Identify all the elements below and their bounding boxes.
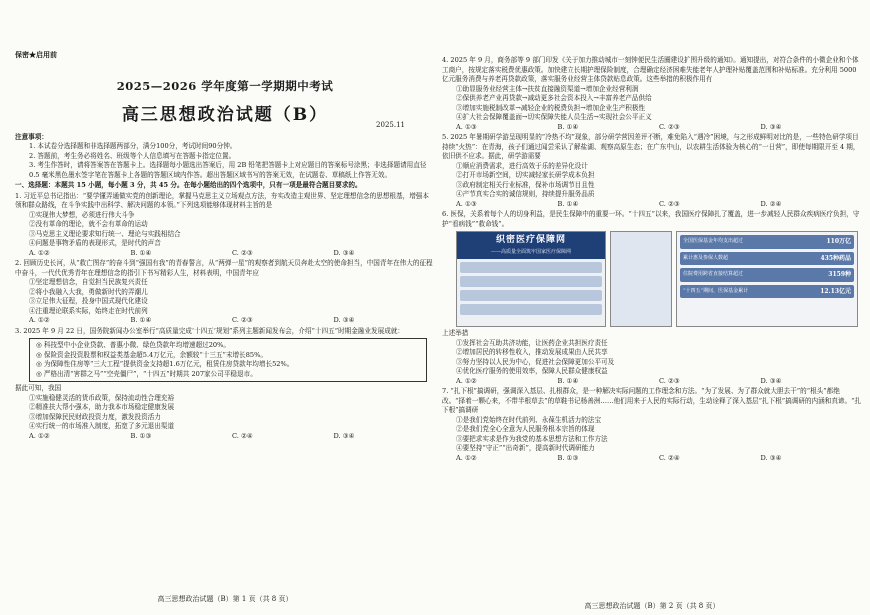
statement: ④要坚持“守正”“出奇新”，提高新时代调研能力: [456, 444, 595, 452]
answer-choices: [442, 454, 862, 464]
statement: ②增加居民的转移性收入，推动发展成果由人民共享: [456, 348, 608, 356]
question-stem: 3. 2025 年 9 月 22 日，国务院新闻办公室举行“高质量完成‘十四五’规划”系列主题新闻发布会，介绍“十四五”时期金融业发展成就：: [15, 326, 405, 335]
statement: ④产节真实合实的诚信规则，持续提升服务品质: [456, 190, 595, 198]
statement: ④扩大社会保障覆盖面→切实保障失能人员生活→实现社会公平正义: [456, 113, 652, 121]
stat-item: [680, 235, 854, 249]
answer-choices: [442, 123, 862, 133]
statement: ①顺应消费需求，进行高效于乐的差异化设计: [456, 161, 588, 170]
choice-b: B. ①③: [130, 431, 152, 440]
infographic-left-panel: [456, 231, 606, 327]
answer-choices: [15, 432, 435, 442]
stat-label: “十四五”期间，医保基金累计: [683, 287, 749, 294]
choice-a: A. ①②: [456, 376, 477, 385]
choice-c: C. ②④: [659, 453, 680, 462]
statement: ②是我们党全心全意为人民服务根本宗旨的体现: [456, 425, 595, 433]
choice-b: B. ①③: [557, 453, 579, 462]
infographic-row: [460, 290, 602, 301]
notice-item: 3. 考生作答时，请将答案答在答题卡上。选择题每小题选出答案后，用 2B 铅笔把答题卡上对应题目的答案标号涂黑；非选择题请用直径 0.5 毫米黑色墨水签字笔在答题卡上各题的答题区域内作答。超出答题区域书写的答案无效，在试题卷、草稿纸上作答无效。: [29, 161, 427, 179]
question-3: [15, 327, 435, 442]
answer-choices: [15, 249, 435, 259]
stat-label: 全国医保基金年均支出超过: [683, 238, 744, 244]
box-line: ◎ 科技型中小企业贷款、普惠小微、绿色贷款年均增速超过20%。: [36, 341, 230, 349]
statement: ③增加实施税制改革→减轻企业的税费负担→增加企业生产积极性: [456, 103, 646, 112]
choice-b: B. ①④: [130, 248, 152, 257]
choice-d: D. ③④: [760, 453, 782, 462]
statement: ③立足伟大征程，投身中国式现代化建设: [29, 297, 148, 305]
choice-b: B. ①④: [557, 376, 579, 385]
statement: ①实现伟大梦想，必须进行伟大斗争: [29, 210, 135, 219]
statement: ①坚定理想信念，自觉担当民族复兴责任: [29, 278, 148, 286]
statement: ①实施稳健灵活的货币政策，保持流动性合理充裕: [29, 393, 175, 402]
question-stem: 7. “扎下根”搞调研，强调深入基层、扎根群众，是一种解决实际问题的工作理念和方法。“为了发展、为了群众就大胆去干”的“根头”都绝改。“择着一颗心来，不带半根草去”的草鞋书记杨善洲……他们用来于人民的实际行动，生动诠释了深入基层“扎下根”搞调研的内涵和真谛。“扎下根”搞调研: [442, 387, 862, 414]
exam-subtitle: 高三思想政治试题（B）: [121, 105, 329, 125]
choice-c: C. ②③: [232, 316, 253, 324]
choice-a: A. ①②: [29, 248, 50, 257]
page-footer: 高三思想政治试题（B）第 2 页（共 8 页）: [584, 602, 720, 610]
stat-item: [680, 252, 854, 266]
stat-value: 12.13亿元: [820, 287, 851, 295]
statement: ④优化医疗服务的使用效率，保障人民群众健康权益: [456, 367, 608, 375]
answer-choices: [442, 377, 862, 387]
stat-value: 110万亿: [826, 238, 851, 245]
statement: ②保供养老产业再贷款→减动更多社会资本投入→丰富养老产品供给: [456, 94, 652, 102]
infographic-banner: 织密医疗保障网: [457, 232, 605, 248]
stat-label: 累计惠及参保人数超: [683, 254, 729, 261]
statement: ①助显服务业经营主体→扶贫直接融资渠道→增加企业经营利润: [456, 84, 639, 93]
data-box: [29, 338, 427, 382]
choice-c: C. ②③: [659, 199, 680, 208]
infographic-row: [460, 262, 602, 273]
statement: ④实行统一的市场准入制度，拓宽了多元退出渠道: [29, 422, 175, 430]
choice-d: D. ③④: [333, 431, 355, 440]
answer-choices: [442, 200, 862, 210]
statement: ③政府制定相关行业标准，保补市场调节目且性: [456, 180, 595, 189]
choice-c: C. ②③: [659, 376, 680, 385]
choice-c: C. ②③: [659, 122, 680, 131]
statement: ②精准扶大帮小强本，助力我本市场稳定健康发展: [29, 403, 175, 411]
exam-title: 2025—2026 学年度第一学期期中考试: [116, 79, 334, 93]
choice-c: C. ②③: [232, 248, 253, 257]
box-line: ◎ 严格出清“害群之马”“空壳僵尸”，“十四五”时期共 207家公司平稳退市。: [36, 369, 257, 378]
page-footer: 高三思想政治试题（B）第 1 页（共 8 页）: [157, 595, 293, 603]
exam-page-2: [442, 55, 862, 615]
notice-title: 注意事项：: [15, 132, 48, 141]
statement: ④问题是事物矛盾的表现形式，是时代的声音: [29, 239, 161, 247]
box-line: ◎ 保险资金投资股票和权益类基金超5.4万亿元，余额较“十三五”末增长85%。: [36, 350, 267, 359]
question-prompt: 据此可知，我国: [15, 384, 62, 392]
statement: ④注重理论联系实际，始终走在时代前列: [29, 306, 148, 315]
confidential-label: 保密★启用前: [15, 50, 57, 59]
choice-a: A. ①②: [29, 316, 50, 324]
infographic-stats: [676, 231, 858, 327]
choice-d: D. ③④: [760, 122, 782, 131]
question-5: [442, 133, 862, 209]
statement: ①发挥社会互助共济功能，让医药企业共担医疗责任: [456, 338, 608, 347]
question-stem: 6. 医保，关系着每个人的切身利益，是民生保障中的重要一环。“十四五”以来，我国医疗保障扎了覆盖，进一步减轻人民群众疾病医疗负担，守护“看病钱”“救命钱”。: [442, 210, 860, 228]
statement: ③马克思主义理论要求知行统一、理论与实践相结合: [29, 229, 181, 238]
stat-label: 住院费用跨省直接结算超过: [683, 271, 744, 277]
box-line: ◎ 为保障性住房等“三大工程”提供资金支持超1.6万亿元，租赁住房贷款年均增长52%。: [36, 360, 294, 368]
stat-item: [680, 268, 854, 282]
notice-item: 2. 答题前，考生务必将姓名、班级等个人信息填写在答题卡指定位置。: [29, 151, 236, 160]
choice-d: D. ②④: [760, 199, 782, 208]
question-stem: 2. 回顾历史长河，从“救亡图存”的奋斗到“强国有我”的青春誓言，从“两弹一星”的观察者到航天员奔赴太空的使命担当，中国青年在伟大的征程中奋斗，一代代优秀青年在理想信念的指引下书写精彩人生，材料表明，中国青年应: [15, 259, 433, 277]
statement: ①是我们党始终在时代前列、永葆生机活力的法宝: [456, 415, 602, 424]
answer-choices: [15, 316, 435, 326]
infographic: [456, 231, 858, 327]
choice-a: A. ①③: [456, 122, 477, 131]
choice-d: D. ③④: [333, 316, 355, 324]
statement: ③要把求实求是作为我党的基本思想方法和工作方法: [456, 434, 608, 443]
statement: ②没有革命的理论，就不会有革命的运动: [29, 220, 148, 228]
question-2: [15, 259, 435, 326]
choice-b: B. ①④: [130, 316, 152, 324]
choice-b: B. ①④: [557, 199, 579, 208]
choice-d: D. ③④: [333, 248, 355, 257]
stat-value: 435种药品: [820, 254, 851, 262]
choice-d: D. ③④: [760, 376, 782, 385]
stat-value: 3159种: [828, 271, 851, 278]
infographic-row: [460, 276, 602, 287]
question-6: [442, 210, 862, 386]
choice-a: A. ①③: [456, 199, 477, 208]
question-4: [442, 56, 862, 132]
section-heading: 一、选择题：本题共 15 小题，每小题 3 分，共 45 分。在每小题给出的四个选项中，只有一项是最符合题目要求的。: [15, 181, 362, 189]
infographic-image: [610, 231, 672, 327]
choice-b: B. ①④: [557, 122, 579, 131]
statement: ③努力坚持以人民为中心，促进社会保障更加公平可及: [456, 357, 615, 366]
stat-item: [680, 285, 854, 299]
infographic-banner-sub: ——高质量全面筑牢国家医疗保障网: [457, 248, 605, 260]
statement: ③增加保障民民财政投资力度，激发投资活力: [29, 412, 161, 421]
exam-page-1: [15, 48, 435, 608]
choice-a: A. ①②: [456, 453, 477, 462]
choice-c: C. ②④: [232, 431, 253, 440]
infographic-row: [460, 304, 602, 315]
question-prompt: 上述举措: [442, 329, 469, 337]
question-stem: 4. 2025 年 9 月，商务部等 9 部门印发《关于加力推动城市一刻钟便民生活圈建设扩围升级的通知》。通知提出，对符合条件的小微企业和个体工商户，按规定落实税费优惠政策。加快建立长期护理保险制度，合理确定经济困难失能老年人护理补贴覆盖范围和补贴标准。充分利用 5000 亿元服务消费与养老再贷款政策，落实服务业经营主体贷款贴息政策。这些举措的积极作用有: [442, 56, 859, 83]
statement: ②打开市场新空间，切实减轻家长研学成本负担: [456, 171, 595, 179]
statement: ②将小我融入大我，勇做新时代的弄潮儿: [29, 287, 148, 296]
exam-date: 2025.11: [376, 121, 405, 129]
question-stem: 1. 习近平总书记指出：“要学懂弄通做实党的创新理论，掌握马克思主义立场观点方法，夯实改造主观世界、坚定理想信念的思想根基，增强本领和群众路线，在斗争实践中出科学、解决问题的本领。”下列选项能够体现材料主旨的是: [15, 191, 429, 209]
choice-a: A. ①②: [29, 431, 50, 440]
question-stem: 5. 2025 年暑期研学游呈现明显的“冷热不均”现象，部分研学营因差评不断，难免陷入“遇冷”困境，与之形成鲜明对比的是，一些特色研学项目持续“火热”：在青海，孩子们通过闻尝采认了解盐湖、观察高原生态；在广东中山，以农耕生活体验为核心的“一日营”，即使每期限开至 4 期，依旧供不应求。据此，研学游需要: [442, 133, 860, 160]
question-1: [15, 192, 435, 259]
question-7: [442, 387, 862, 463]
notice-item: 1. 本试卷分选择题和非选择题两部分，满分100分，考试时间90分钟。: [29, 142, 237, 150]
